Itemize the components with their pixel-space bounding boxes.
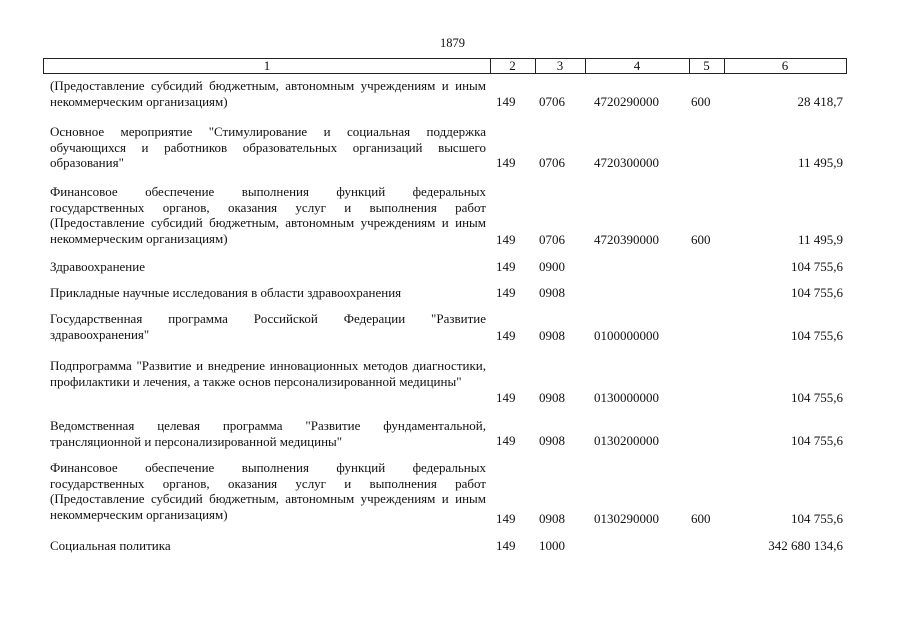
row-code-target: 4720390000 [594,232,659,247]
row-amount: 104 755,6 [791,390,843,405]
row-amount: 104 755,6 [791,433,843,448]
row-code-section: 0900 [539,259,565,274]
row-code-ministry: 149 [496,155,516,170]
row-description: Основное мероприятие "Стимулирование и социальная поддержка обучающихся и работников образовательных организаций высшего образования" [50,124,486,171]
row-code-ministry: 149 [496,390,516,405]
row-code-target: 0100000000 [594,328,659,343]
header-col-6: 6 [781,58,789,73]
row-description: Здравоохранение [50,259,145,274]
row-code-section: 0706 [539,232,565,247]
row-code-ministry: 149 [496,259,516,274]
row-code-section: 1000 [539,538,565,553]
row-description: Подпрограмма "Развитие и внедрение инновационных методов диагностики, профилактики и лечения, а также основ персонализированной медицины" [50,358,486,389]
page-number: 1879 [440,36,465,50]
row-code-ministry: 149 [496,538,516,553]
row-description: Финансовое обеспечение выполнения функций федеральных государственных органов, оказания услуг и выполнения работ (Предоставление субсидий бюджетным, автономным учреждениям и иным некоммерческим организациям) [50,184,486,247]
row-amount: 104 755,6 [791,511,843,526]
row-code-section: 0908 [539,511,565,526]
row-amount: 342 680 134,6 [768,538,843,553]
row-amount: 11 495,9 [797,232,843,247]
row-code-target: 4720290000 [594,94,659,109]
row-code-expense-type: 600 [691,232,711,247]
row-description: Финансовое обеспечение выполнения функций федеральных государственных органов, оказания услуг и выполнения работ (Предоставление субсидий бюджетным, автономным учреждениям и иным некоммерческим организациям) [50,460,486,523]
row-amount: 104 755,6 [791,285,843,300]
header-col-1: 1 [44,59,491,73]
row-code-ministry: 149 [496,511,516,526]
row-amount: 28 418,7 [797,94,843,109]
row-code-section: 0908 [539,433,565,448]
row-amount: 104 755,6 [791,259,843,274]
row-code-ministry: 149 [496,433,516,448]
row-code-section: 0706 [539,94,565,109]
row-code-ministry: 149 [496,232,516,247]
row-description: Ведомственная целевая программа "Развитие фундаментальной, трансляционной и персонализированной медицины" [50,418,486,449]
row-amount: 104 755,6 [791,328,843,343]
row-code-expense-type: 600 [691,94,711,109]
row-code-section: 0706 [539,155,565,170]
row-description: (Предоставление субсидий бюджетным, автономным учреждениям и иным некоммерческим организациям) [50,78,486,109]
row-code-section: 0908 [539,285,565,300]
row-code-target: 0130000000 [594,390,659,405]
row-code-section: 0908 [539,328,565,343]
row-description: Государственная программа Российской Федерации "Развитие здравоохранения" [50,311,486,342]
header-col-2: 2 [490,59,536,73]
row-code-ministry: 149 [496,328,516,343]
row-code-section: 0908 [539,390,565,405]
row-code-target: 0130200000 [594,433,659,448]
row-description: Социальная политика [50,538,171,553]
row-code-expense-type: 600 [691,511,711,526]
row-code-ministry: 149 [496,285,516,300]
header-col-4: 4 [585,59,690,73]
row-code-ministry: 149 [496,94,516,109]
header-col-3: 3 [535,59,586,73]
row-description: Прикладные научные исследования в области здравоохранения [50,285,402,300]
row-amount: 11 495,9 [797,155,843,170]
table-header-row [43,58,847,74]
header-col-5: 5 [689,59,725,73]
row-code-target: 0130290000 [594,511,659,526]
row-code-target: 4720300000 [594,155,659,170]
